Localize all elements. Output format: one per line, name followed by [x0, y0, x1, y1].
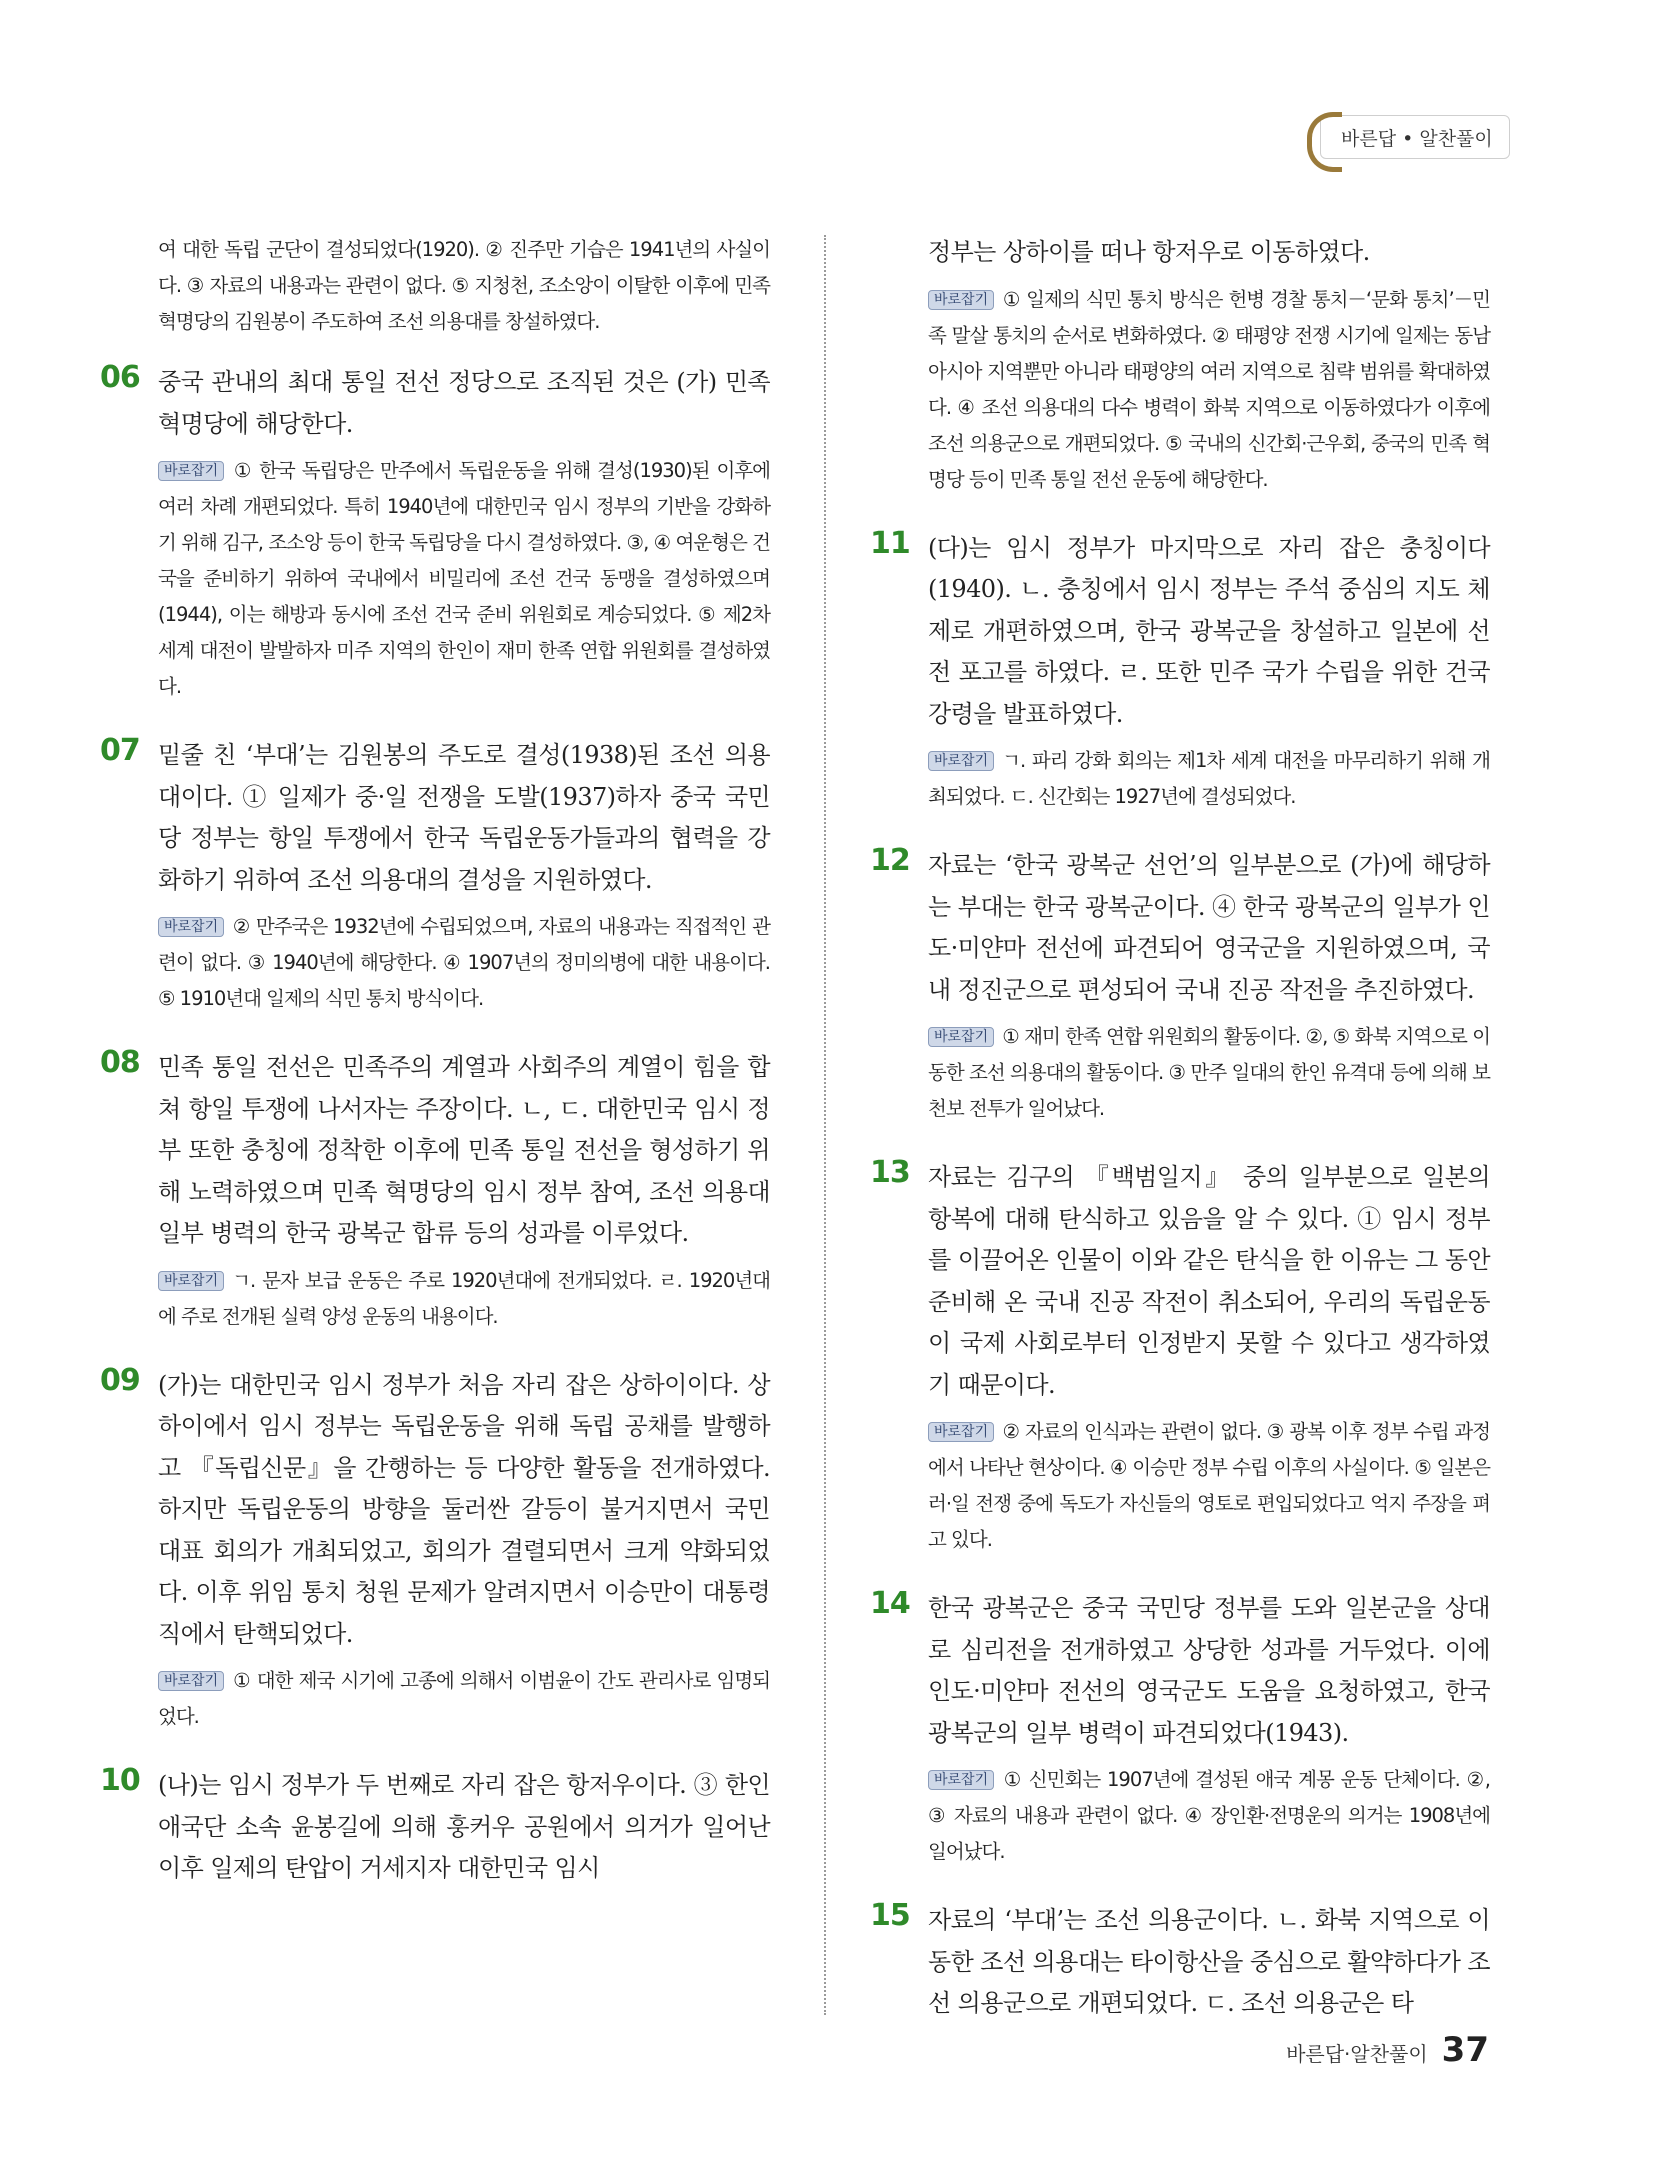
- question-number: 11: [870, 525, 910, 561]
- question-number: 13: [870, 1155, 910, 1190]
- question-body: 중국 관내의 최대 통일 전선 정당으로 조직된 것은 (가) 민족 혁명당에 해당한다.: [158, 368, 770, 438]
- question-10-continued: [928, 232, 1490, 498]
- question-07: [100, 733, 770, 1017]
- correction-badge: 바로잡기: [928, 751, 994, 771]
- correction-text: ① 대한 제국 시기에 고종에 의해서 이범윤이 간도 관리사로 임명되었다.: [158, 1669, 770, 1728]
- question-number: 14: [870, 1586, 910, 1621]
- correction-note: [928, 1019, 1490, 1127]
- question-body: (가)는 대한민국 임시 정부가 처음 자리 잡은 상하이이다. 상하이에서 임시 정부는 독립운동을 위해 독립 공채를 발행하고 『독립신문』을 간행하는 등 다양한 활동을 전개하였다. 하지만 독립운동의 방향을 둘러싼 갈등이 불거지면서 국민 대표 회의가 개최되었고, 회의가 결렬되면서 크게 약화되었다. 이후 위임 통치 청원 문제가 알려지면서 이승만이 대통령직에서 탄핵되었다.: [158, 1370, 770, 1648]
- correction-note: [158, 909, 770, 1017]
- correction-text: ② 만주국은 1932년에 수립되었으며, 자료의 내용과는 직접적인 관련이 없다. ③ 1940년에 해당한다. ④ 1907년의 정미의병에 대한 내용이다. ⑤ 1910년대 일제의 식민 통치 방식이다.: [158, 915, 770, 1010]
- correction-badge: 바로잡기: [928, 1770, 994, 1790]
- correction-text: ① 재미 한족 연합 위원회의 활동이다. ②, ⑤ 화북 지역으로 이동한 조선 의용대의 활동이다. ③ 만주 일대의 한인 유격대 등에 의해 보천보 전투가 일어났다.: [928, 1025, 1490, 1120]
- question-body: 자료의 ‘부대’는 조선 의용군이다. ㄴ. 화북 지역으로 이동한 조선 의용대는 타이항산을 중심으로 활약하다가 조선 의용군으로 개편되었다. ㄷ. 조선 의용군은 타: [928, 1906, 1490, 2017]
- question-number: 09: [100, 1362, 140, 1398]
- header-tab-label: 바른답 • 알찬풀이: [1341, 127, 1493, 150]
- correction-badge: 바로잡기: [928, 290, 994, 310]
- question-body: 밑줄 친 ‘부대’는 김원봉의 주도로 결성(1938)된 조선 의용대이다. ① 일제가 중·일 전쟁을 도발(1937)하자 중국 국민당 정부는 항일 투쟁에서 한국 독립운동가들과의 협력을 강화하기 위하여 조선 의용대의 결성을 지원하였다.: [158, 741, 770, 894]
- question-body: 한국 광복군은 중국 국민당 정부를 도와 일본군을 상대로 심리전을 전개하였고 상당한 성과를 거두었다. 이에 인도·미얀마 전선의 영국군도 도움을 요청하였고, 한국 광복군의 일부 병력이 파견되었다(1943).: [928, 1594, 1490, 1747]
- question-body: 자료는 김구의 『백범일지』 중의 일부분으로 일본의 항복에 대해 탄식하고 있음을 알 수 있다. ① 임시 정부를 이끌어온 인물이 이와 같은 탄식을 한 이유는 그 동안 준비해 온 국내 진공 작전이 취소되어, 우리의 독립운동이 국제 사회로부터 인정받지 못할 수 있다고 생각하였기 때문이다.: [928, 1163, 1490, 1399]
- correction-text: ① 일제의 식민 통치 방식은 헌병 경찰 통치－‘문화 통치’－민족 말살 통치의 순서로 변화하였다. ② 태평양 전쟁 시기에 일제는 동남아시아 지역뿐만 아니라 태평양의 여러 지역으로 침략 범위를 확대하였다. ④ 조선 의용대의 다수 병력이 화북 지역으로 이동하였다가 이후에 조선 의용군으로 개편되었다. ⑤ 국내의 신간회·근우회, 중국의 민족 혁명당 등이 민족 통일 전선 운동에 해당한다.: [928, 287, 1490, 491]
- correction-note: [158, 1263, 770, 1335]
- correction-badge: 바로잡기: [928, 1422, 994, 1442]
- correction-badge: 바로잡기: [158, 1271, 224, 1291]
- correction-text: ① 신민회는 1907년에 결성된 애국 계몽 운동 단체이다. ②, ③ 자료의 내용과 관련이 없다. ④ 장인환·전명운의 의거는 1908년에 일어났다.: [928, 1768, 1490, 1863]
- question-15: [870, 1898, 1490, 2025]
- question-body: 정부는 상하이를 떠나 항저우로 이동하였다.: [928, 238, 1370, 266]
- correction-note: [928, 282, 1490, 498]
- correction-badge: 바로잡기: [158, 461, 224, 481]
- question-number: 12: [870, 843, 910, 878]
- correction-text: ㄱ. 문자 보급 운동은 주로 1920년대에 전개되었다. ㄹ. 1920년대에 주로 전개된 실력 양성 운동의 내용이다.: [158, 1268, 770, 1328]
- question-11: [870, 525, 1490, 816]
- right-column: [870, 232, 1490, 2055]
- question-09: [100, 1362, 770, 1736]
- question-body: 자료는 ‘한국 광복군 선언’의 일부분으로 (가)에 해당하는 부대는 한국 광복군이다. ④ 한국 광복군의 일부가 인도·미얀마 전선에 파견되어 영국군을 지원하였으며, 국내 정진군으로 편성되어 국내 진공 작전을 추진하였다.: [928, 851, 1490, 1004]
- correction-badge: 바로잡기: [158, 917, 224, 937]
- column-divider: [824, 235, 826, 2015]
- correction-note: [928, 1414, 1490, 1558]
- question-number: 15: [870, 1898, 910, 1933]
- correction-note: [158, 1663, 770, 1735]
- question-14: [870, 1586, 1490, 1870]
- correction-note: [928, 1762, 1490, 1870]
- question-10: [100, 1763, 770, 1890]
- page-number: 37: [1441, 2030, 1489, 2070]
- left-column: [100, 232, 770, 1920]
- correction-badge: 바로잡기: [928, 1027, 994, 1047]
- question-body: 민족 통일 전선은 민족주의 계열과 사회주의 계열이 힘을 합쳐 항일 투쟁에 나서자는 주장이다. ㄴ, ㄷ. 대한민국 임시 정부 또한 충칭에 정착한 이후에 민족 통일 전선을 형성하기 위해 노력하였으며 민족 혁명당의 임시 정부 참여, 조선 의용대 일부 병력의 한국 광복군 합류 등의 성과를 이루었다.: [158, 1053, 770, 1247]
- page-footer: [1286, 2030, 1489, 2070]
- question-number: 06: [100, 360, 140, 395]
- question-06: [100, 360, 770, 705]
- question-number: 07: [100, 733, 140, 768]
- correction-text: ① 한국 독립당은 만주에서 독립운동을 위해 결성(1930)된 이후에 여러 차례 개편되었다. 특히 1940년에 대한민국 임시 정부의 기반을 강화하기 위해 김구, 조소앙 등이 한국 독립당을 다시 결성하였다. ③, ④ 여운형은 건국을 준비하기 위하여 국내에서 비밀리에 조선 건국 동맹을 결성하였으며(1944), 이는 해방과 동시에 조선 건국 준비 위원회로 계승되었다. ⑤ 제2차 세계 대전이 발발하자 미주 지역의 한인이 재미 한족 연합 위원회를 결성하였다.: [158, 459, 770, 698]
- question-number: 08: [100, 1045, 140, 1080]
- correction-badge: 바로잡기: [158, 1671, 224, 1691]
- correction-note: [158, 453, 770, 705]
- header-section-tab: [1320, 115, 1510, 159]
- correction-text: ㄱ. 파리 강화 회의는 제1차 세계 대전을 마무리하기 위해 개최되었다. ㄷ. 신간회는 1927년에 결성되었다.: [928, 749, 1490, 808]
- header-bracket-decoration: [1307, 112, 1342, 172]
- correction-text: ② 자료의 인식과는 관련이 없다. ③ 광복 이후 정부 수립 과정에서 나타난 현상이다. ④ 이승만 정부 수립 이후의 사실이다. ⑤ 일본은 러·일 전쟁 중에 독도가 자신들의 영토로 편입되었다고 억지 주장을 펴고 있다.: [928, 1420, 1490, 1551]
- question-13: [870, 1155, 1490, 1558]
- footer-label: 바른답·알찬풀이: [1286, 2042, 1428, 2066]
- question-08: [100, 1045, 770, 1335]
- question-12: [870, 843, 1490, 1127]
- question-body: (다)는 임시 정부가 마지막으로 자리 잡은 충칭이다(1940). ㄴ. 충칭에서 임시 정부는 주석 중심의 지도 체제로 개편하였으며, 한국 광복군을 창설하고 일본에 선전 포고를 하였다. ㄹ. 또한 민주 국가 수립을 위한 건국 강령을 발표하였다.: [928, 533, 1490, 728]
- question-number: 10: [100, 1763, 140, 1798]
- left-continuation-text: 여 대한 독립 군단이 결성되었다(1920). ② 진주만 기습은 1941년의 사실이다. ③ 자료의 내용과는 관련이 없다. ⑤ 지청천, 조소앙이 이탈한 이후에 민족 혁명당의 김원봉이 주도하여 조선 의용대를 창설하였다.: [158, 238, 770, 333]
- correction-note: [928, 743, 1490, 815]
- question-body: (나)는 임시 정부가 두 번째로 자리 잡은 항저우이다. ③ 한인 애국단 소속 윤봉길에 의해 훙커우 공원에서 의거가 일어난 이후 일제의 탄압이 거세지자 대한민국 임시: [158, 1771, 770, 1882]
